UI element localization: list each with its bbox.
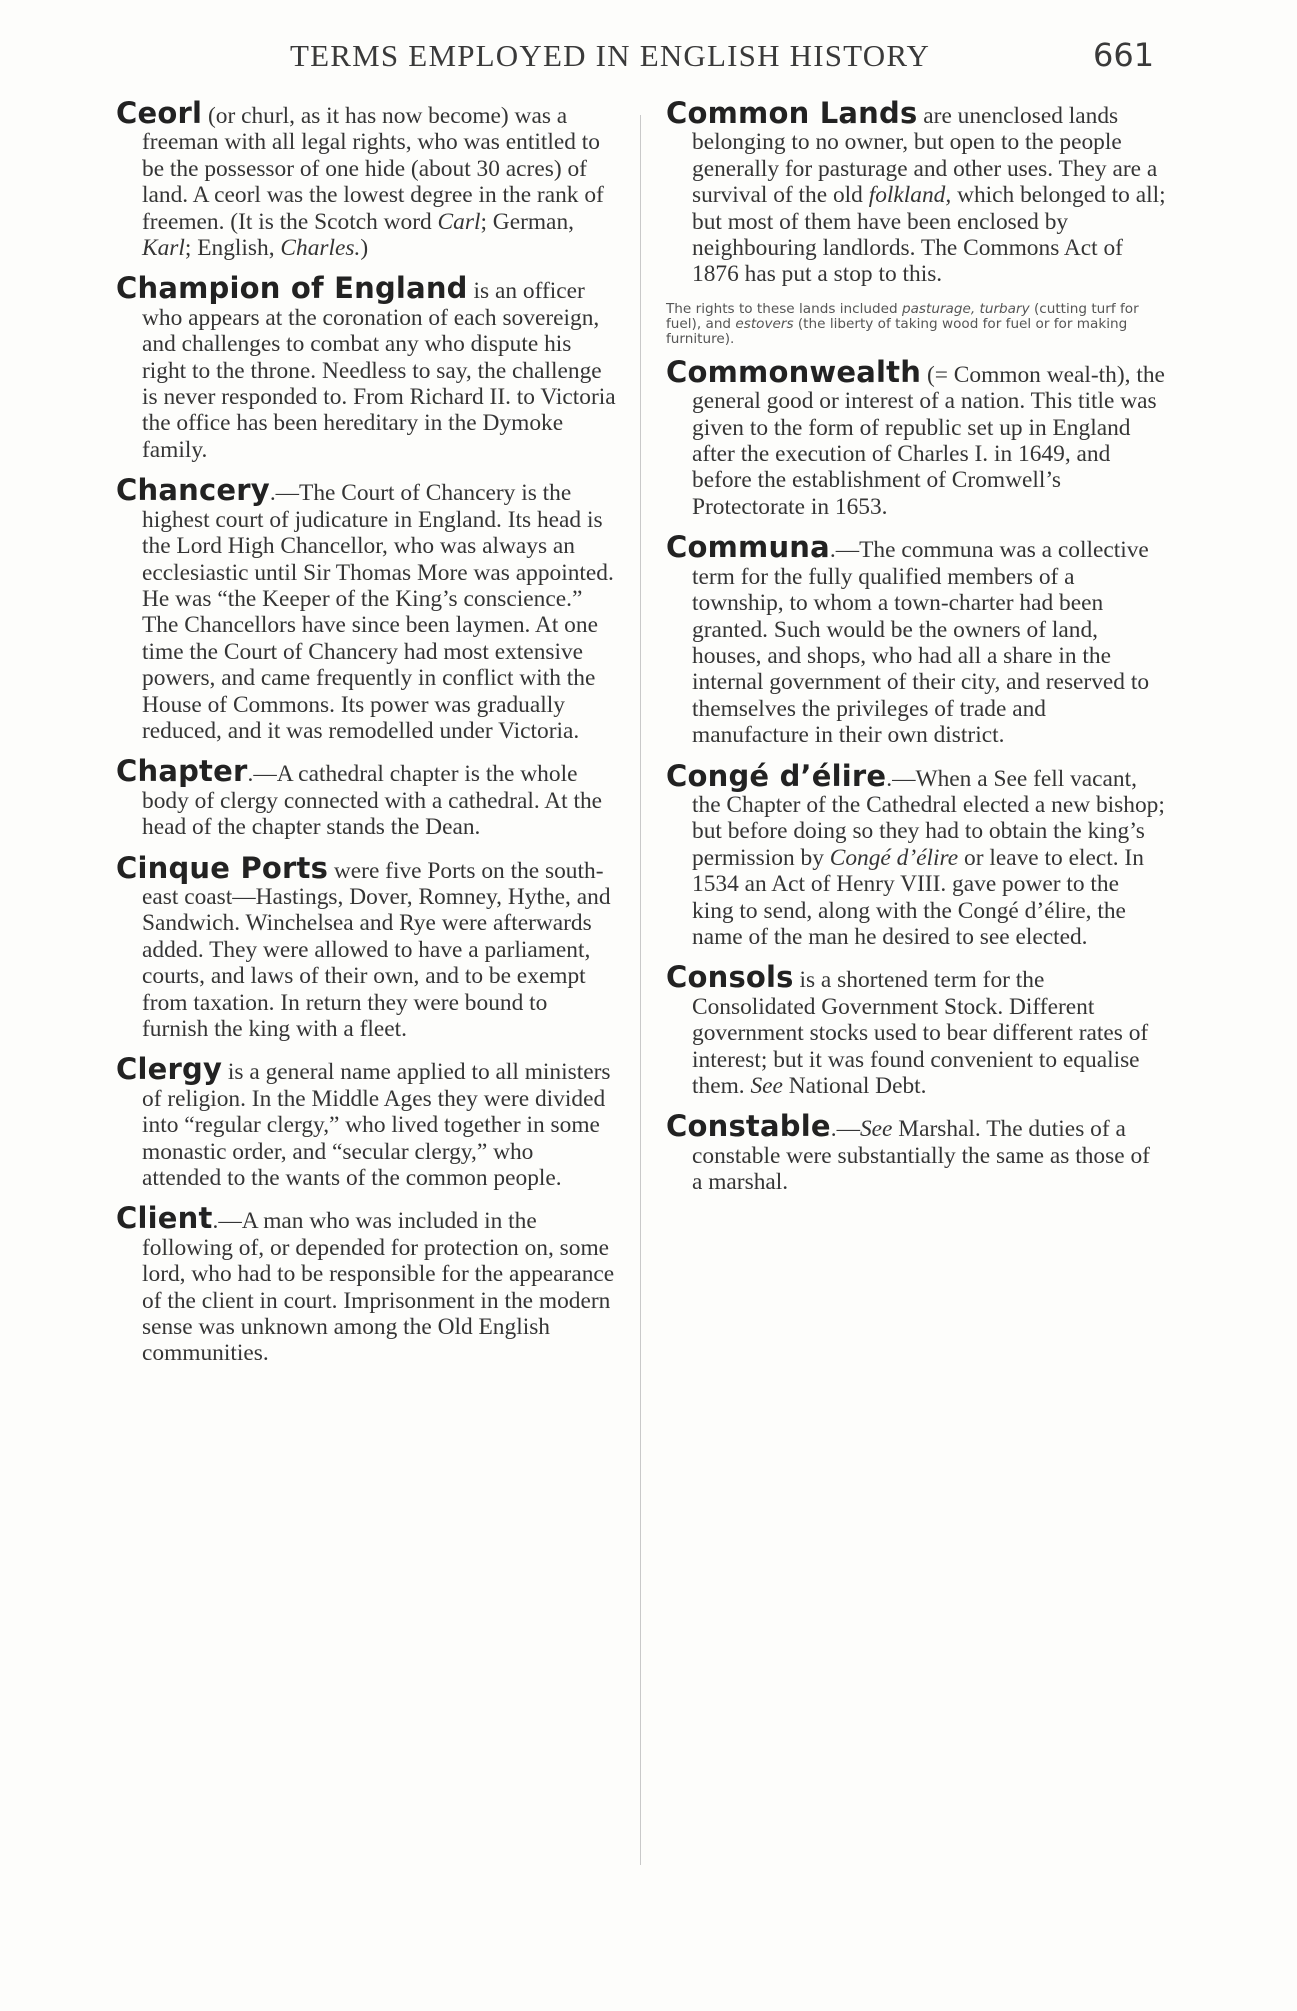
entry-text: is a shortened term for the Consolidated Government Stock. Different government stocks used to bear different rates of interest; but it was found convenient to equalise them. xyxy=(692,967,1149,1099)
entry-term: Ceorl xyxy=(116,96,203,130)
entry-text: Marshal. The duties of a constable were substantially the same as those of a marshal. xyxy=(692,1116,1150,1196)
entry-text: .—When a See fell vacant, the Chapter of the Cathedral elected a new bishop; but before doing so they had to obtain the king’s permission by xyxy=(692,765,1165,871)
entry-text: is a general name applied to all ministers of religion. In the Middle Ages they were divided into “regular clergy,” who lived together in some monastic order, and “secular clergy,” who attended to the wants of the common people. xyxy=(142,1059,611,1192)
right-column xyxy=(666,96,1166,1210)
entry-term: Communa xyxy=(666,530,830,565)
note-italic: pasturage, turbary xyxy=(901,300,1030,317)
entry-italic: See xyxy=(859,1116,893,1143)
entry-term: Consols xyxy=(666,960,794,995)
entry-italic: folkland, xyxy=(868,182,952,209)
entry-term: Constable xyxy=(666,1109,831,1144)
entry-footnote xyxy=(666,302,1166,347)
entry-chancery xyxy=(116,473,616,744)
entry-cinque-ports xyxy=(116,850,616,1043)
entry-text: .— xyxy=(830,1116,860,1143)
entry-text: (or churl, as it has now become) was a freeman with all legal rights, who was entitled to be the possessor of one hide (about 30 acres) of land. A ceorl was the lowest degree in the rank of freemen. (It is the Scotch word xyxy=(142,103,604,235)
entry-champion-of-england xyxy=(116,271,616,463)
running-title: TERMS EMPLOYED IN ENGLISH HISTORY xyxy=(290,38,931,73)
entry-term: Client xyxy=(116,1201,213,1236)
left-column xyxy=(116,96,616,1381)
entry-term: Congé d’élire xyxy=(666,758,887,793)
entry-text: is an officer who appears at the coronation of each sovereign, and challenges to combat any who dispute his right to the throne. Needless to say, the challenge is never responded to. From Richard II. to Victoria the office has been hereditary in the Dymoke family. xyxy=(142,278,616,463)
entry-constable xyxy=(666,1109,1166,1196)
entry-term: Commonwealth xyxy=(666,354,922,389)
entry-text: .—The Court of Chancery is the highest court of judicature in England. Its head is the Lord High Chancellor, who was always an ecclesiastic until Sir Thomas More was appointed. He was “the Keeper of the King’s conscience.” The Chancellors have since been laymen. At one time the Court of Chancery had most extensive powers, and came frequently in conflict with the House of Commons. Its power was gradually reduced, and it was remodelled under Victoria. xyxy=(142,480,614,744)
entry-italic: See xyxy=(750,1073,783,1099)
note-text: The rights to these lands included xyxy=(666,300,902,317)
entry-text: are unenclosed lands belonging to no owner, but open to the people generally for pasturage and other uses. They are a survival of the old xyxy=(692,103,1158,209)
entry-client xyxy=(116,1201,616,1367)
entry-commonwealth xyxy=(666,354,1166,520)
entry-text: (= Common weal-th), the general good or interest of a nation. This title was given to the form of republic set up in England after the execution of Charles I. in 1649, and before the establishment of Cromwell’s Protectorate in 1653. xyxy=(692,361,1165,520)
note-text: (the liberty of taking wood for fuel or for making furniture). xyxy=(666,315,1128,347)
entry-ceorl xyxy=(116,96,616,262)
entry-term: Chancery xyxy=(116,473,270,508)
entry-common-lands xyxy=(666,96,1166,288)
entry-consols xyxy=(666,960,1166,1099)
entry-italic: Karl xyxy=(142,235,185,262)
entry-conge-delire xyxy=(666,758,1166,951)
entry-text: ; German, xyxy=(480,208,574,235)
entry-chapter xyxy=(116,754,616,841)
entry-italic: Carl xyxy=(437,208,481,235)
entry-text: ) xyxy=(360,235,369,262)
entry-text: .—The communa was a collective term for the fully qualified members of a township, to whom a town-charter had been granted. Such would be the owners of land, houses, and shops, who had all a share in the internal government of their city, and reserved to themselves the privileges of trade and manufacture in their own district. xyxy=(692,537,1150,749)
note-italic: estovers xyxy=(735,315,794,332)
entry-clergy xyxy=(116,1052,616,1192)
entry-italic: Congé d’élire xyxy=(829,844,959,871)
entry-text: or leave to elect. In 1534 an Act of Henry VIII. gave power to the king to send, along with the Congé d’élire, the name of the man he desired to see elected. xyxy=(692,844,1144,950)
entry-text: ; English, xyxy=(184,235,281,262)
entry-text: were five Ports on the south-east coast—Hastings, Dover, Romney, Hythe, and Sandwich. Winchelsea and Rye were afterwards added. They were allowed to have a parliament, courts, and laws of their own, and to be exempt from taxation. In return they were bound to furnish the king with a fleet. xyxy=(142,857,611,1042)
entry-text: .—A man who was included in the following of, or depended for protection on, some lord, who had to be responsible for the appearance of the client in court. Imprisonment in the modern sense was unknown among the Old English communities. xyxy=(142,1208,615,1367)
page-number: 661 xyxy=(1093,36,1155,74)
entry-term: Chapter xyxy=(116,754,248,789)
entry-communa xyxy=(666,530,1166,749)
entry-text: which belonged to all; but most of them have been enclosed by neighbouring landlords. The Commons Act of 1876 has put a stop to this. xyxy=(692,182,1166,288)
entry-text: National Debt. xyxy=(782,1073,927,1099)
entry-term: Cinque Ports xyxy=(116,850,329,885)
note-text: (cutting turf for fuel), and xyxy=(666,300,1139,332)
entry-term: Champion of England xyxy=(116,271,468,306)
column-divider xyxy=(640,115,641,1865)
entry-italic: Charles. xyxy=(280,235,361,262)
entry-term: Common Lands xyxy=(666,96,918,130)
entry-term: Clergy xyxy=(116,1052,223,1087)
entry-text: .—A cathedral chapter is the whole body of clergy connected with a cathedral. At the head of the chapter stands the Dean. xyxy=(142,761,603,841)
